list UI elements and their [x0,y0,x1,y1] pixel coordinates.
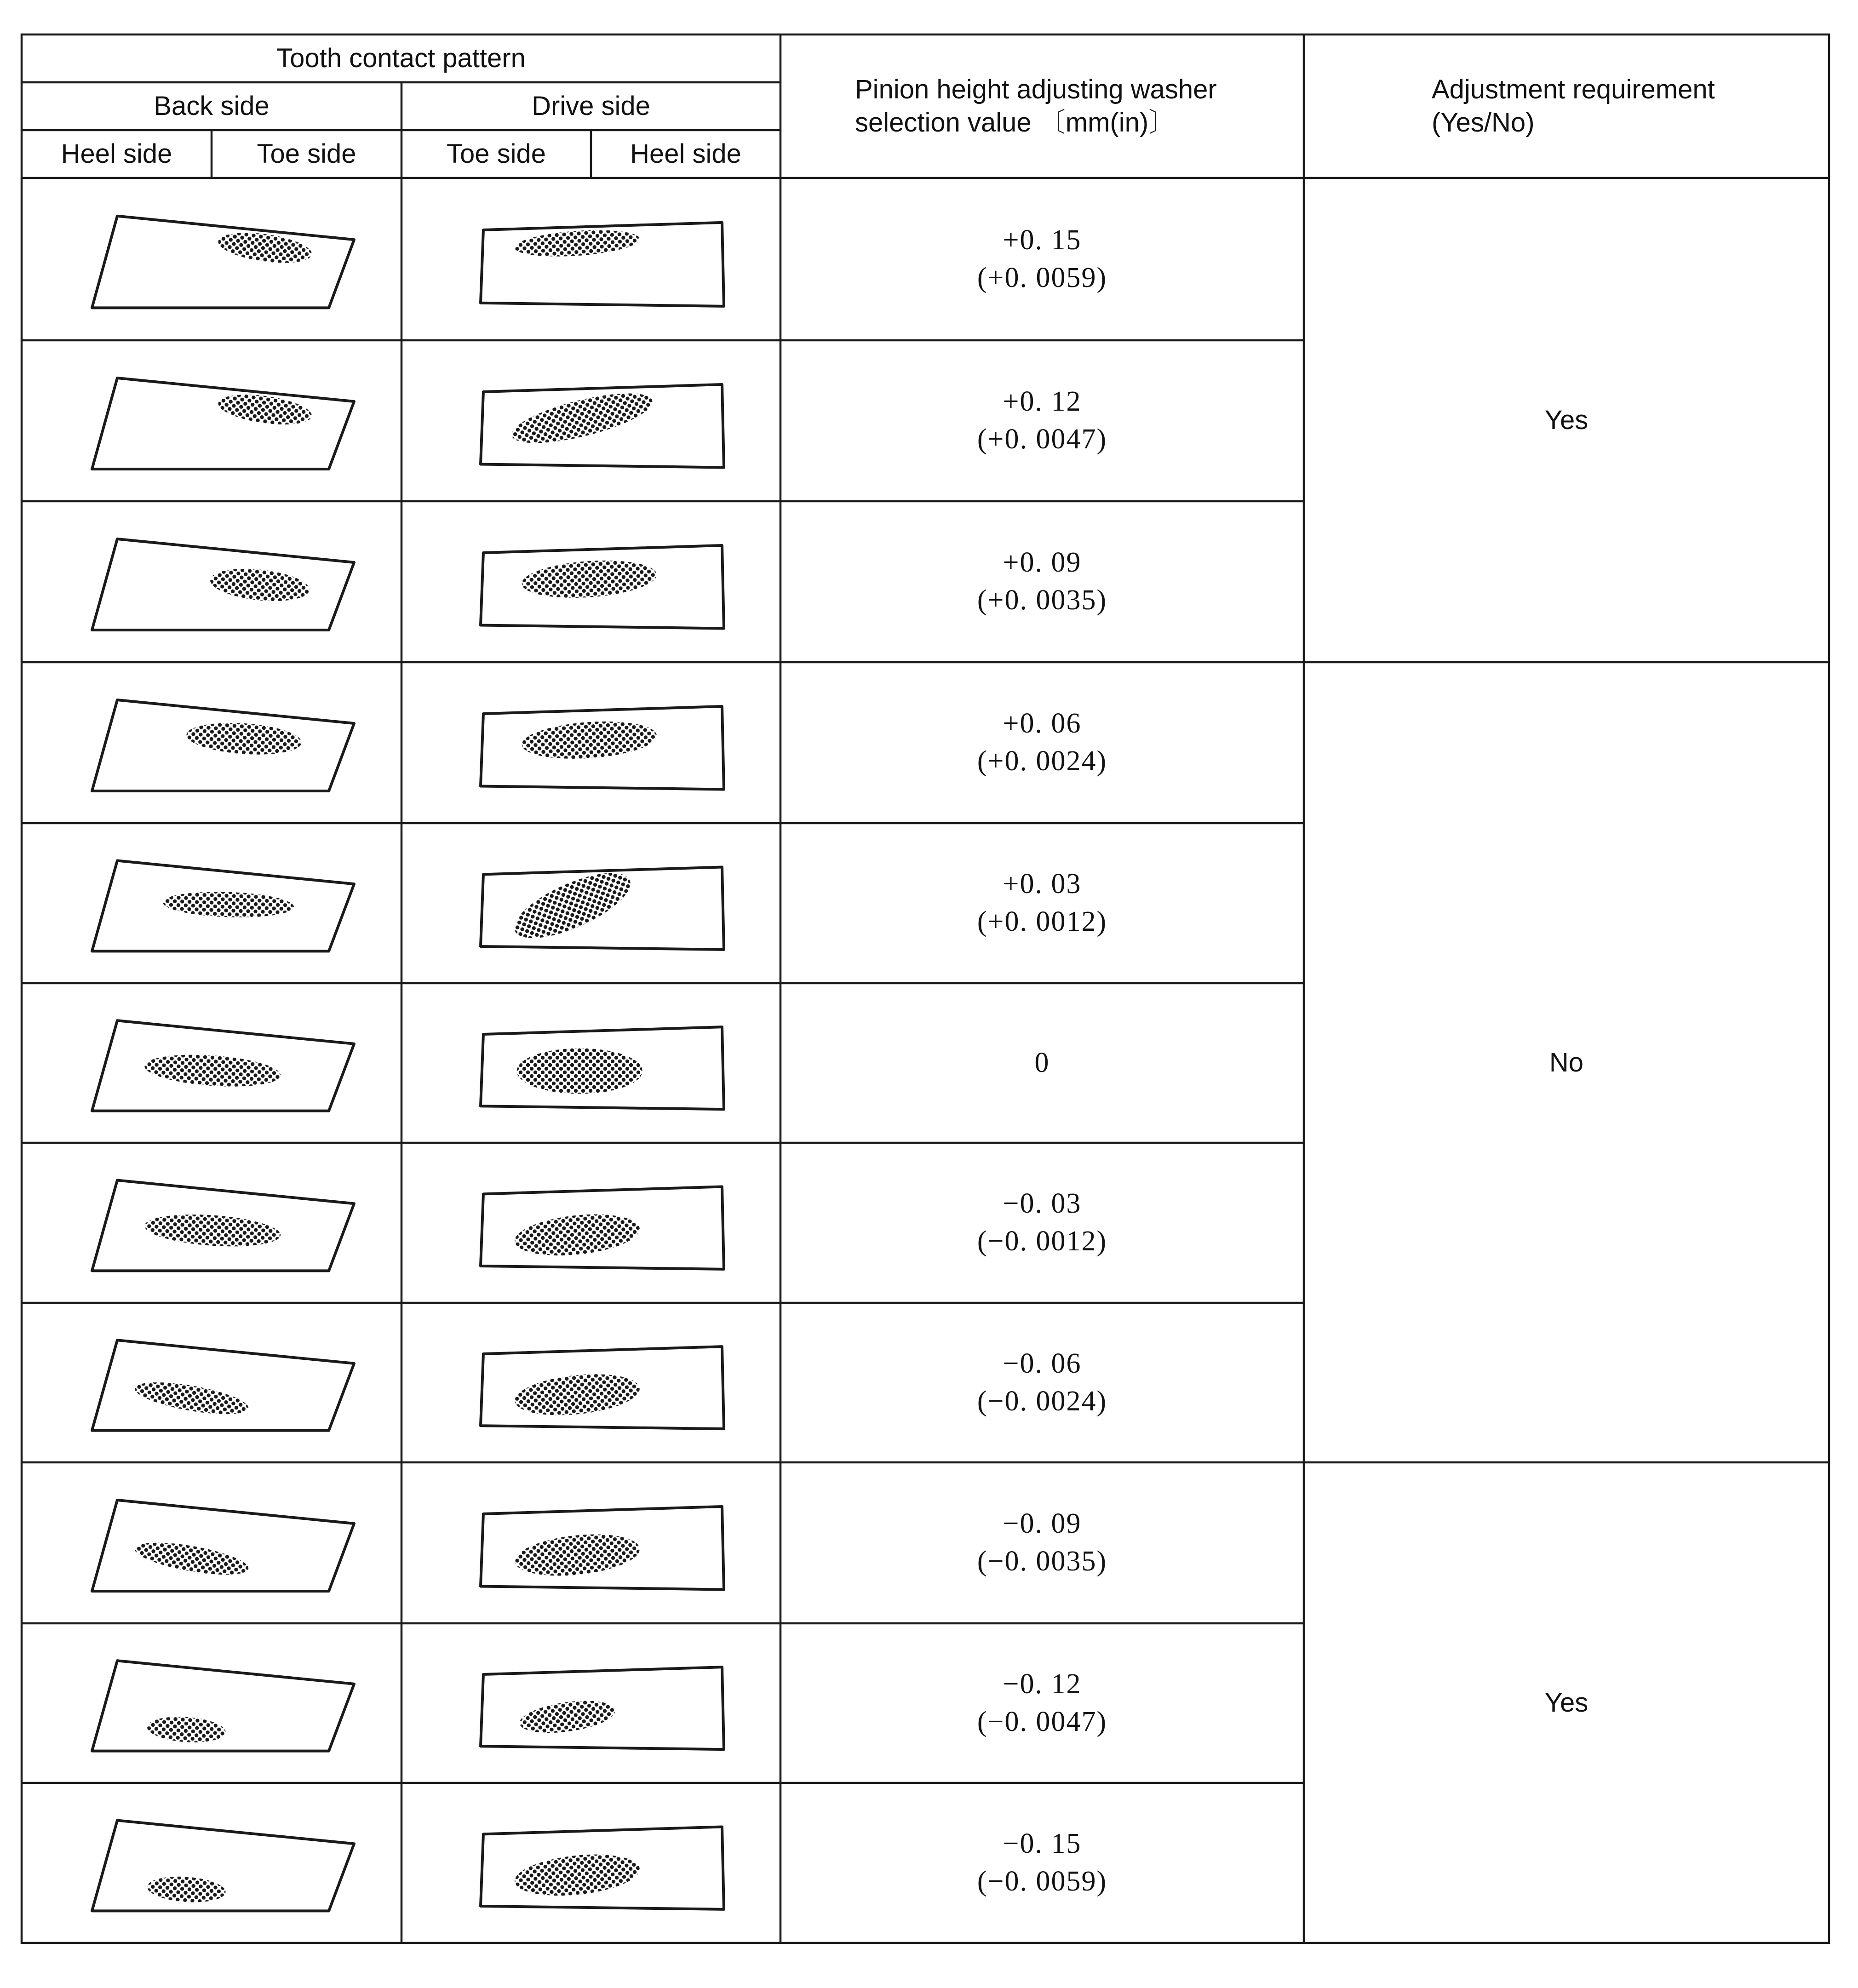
header-back-side-label: Back side [154,91,270,121]
adjustment-label: No [1549,1047,1584,1077]
washer-value-mm: +0. 15 [1003,224,1082,256]
drive-side-contact-pattern [521,717,658,763]
washer-value-in: (−0. 0012) [977,1226,1107,1257]
back-side-contact-pattern [132,1536,251,1581]
washer-value-in: (+0. 0012) [977,906,1107,937]
drive-side-contact-pattern [518,1696,618,1738]
washer-value-in: (−0. 0047) [977,1706,1107,1737]
washer-value-mm: −0. 06 [1003,1347,1082,1379]
back-side-contact-pattern [185,719,303,758]
adjustment-group-2 [1304,662,1829,1462]
washer-value-row-6 [780,983,1304,1143]
drive-side-contact-pattern [513,1529,642,1581]
adjustment-group-1 [1304,178,1829,662]
washer-value-in: (−0. 0035) [977,1546,1107,1577]
washer-value-mm: −0. 03 [1003,1188,1082,1220]
washer-value-row-10 [780,1623,1304,1783]
drive-side-contact-pattern [517,1048,642,1094]
washer-value-in: (+0. 0035) [977,584,1107,616]
back-side-tooth-outline [92,1500,354,1591]
header-drive-toe-side [401,130,591,178]
header-back-heel-side-label: Heel side [61,138,172,169]
washer-value-row-3 [780,501,1304,662]
adjustment-label: Yes [1544,405,1588,435]
back-side-tooth-outline [92,1821,354,1911]
washer-value-mm: −0. 09 [1003,1508,1082,1540]
washer-value-row-9 [780,1462,1304,1623]
header-tooth-contact-pattern-label: Tooth contact pattern [276,43,526,73]
header-back-toe-side-label: Toe side [257,138,356,169]
washer-value-row-8 [780,1303,1304,1462]
washer-value-mm: 0 [1034,1047,1050,1078]
washer-value-row-2 [780,340,1304,501]
back-side-contact-pattern [146,1874,226,1904]
washer-value-mm: +0. 03 [1003,868,1082,900]
header-drive-toe-side-label: Toe side [446,138,546,169]
back-side-contact-pattern [132,1376,250,1421]
washer-value-mm: +0. 06 [1003,708,1082,739]
header-back-heel-side [22,130,212,178]
washer-value-mm: +0. 09 [1003,547,1082,579]
washer-value-mm: +0. 12 [1003,386,1082,418]
back-side-contact-pattern [143,1051,281,1091]
header-washer-line1: Pinion height adjusting washer [855,74,1217,104]
back-side-tooth-outline [92,378,354,469]
drive-side-contact-pattern [514,227,641,260]
header-back-side [22,82,401,130]
washer-value-row-5 [780,823,1304,983]
washer-value-row-11 [780,1783,1304,1943]
drive-side-contact-pattern [513,1209,642,1261]
header-drive-heel-side-label: Heel side [630,138,741,169]
header-drive-side-label: Drive side [532,91,650,121]
drive-side-contact-pattern [513,1369,642,1421]
washer-value-in: (−0. 0059) [977,1866,1107,1897]
washer-value-in: (+0. 0024) [977,745,1107,777]
header-drive-side [401,82,780,130]
header-drive-heel-side [591,130,780,178]
adjustment-group-3 [1304,1462,1829,1943]
back-side-contact-pattern [146,1714,226,1745]
header-adjust-line1: Adjustment requirement [1432,74,1715,104]
header-adjustment-requirement [1304,34,1829,178]
washer-value-in: (+0. 0059) [977,262,1107,293]
washer-value-row-7 [780,1143,1304,1303]
drive-side-contact-pattern [507,383,657,453]
back-side-contact-pattern [209,565,311,606]
header-adjust-line2: (Yes/No) [1432,108,1535,137]
header-washer-selection-value [780,34,1304,178]
washer-value-mm: −0. 15 [1003,1828,1082,1860]
washer-value-row-1 [780,178,1304,340]
drive-side-contact-pattern [521,556,658,602]
back-side-tooth-outline [92,1340,354,1430]
header-washer-line2: selection value 〔mm(in)〕 [855,108,1176,137]
back-side-tooth-outline [92,1661,354,1751]
washer-value-row-4 [780,662,1304,823]
back-side-contact-pattern [162,890,294,919]
adjustment-label: Yes [1544,1688,1588,1718]
back-side-tooth-outline [92,216,354,308]
drive-side-contact-pattern [513,1849,642,1901]
back-side-contact-pattern [143,1210,281,1250]
header-tooth-contact-pattern [22,34,780,82]
header-back-toe-side [212,130,401,178]
washer-value-in: (−0. 0024) [977,1385,1107,1417]
washer-value-mm: −0. 12 [1003,1668,1082,1700]
washer-value-in: (+0. 0047) [977,424,1107,455]
